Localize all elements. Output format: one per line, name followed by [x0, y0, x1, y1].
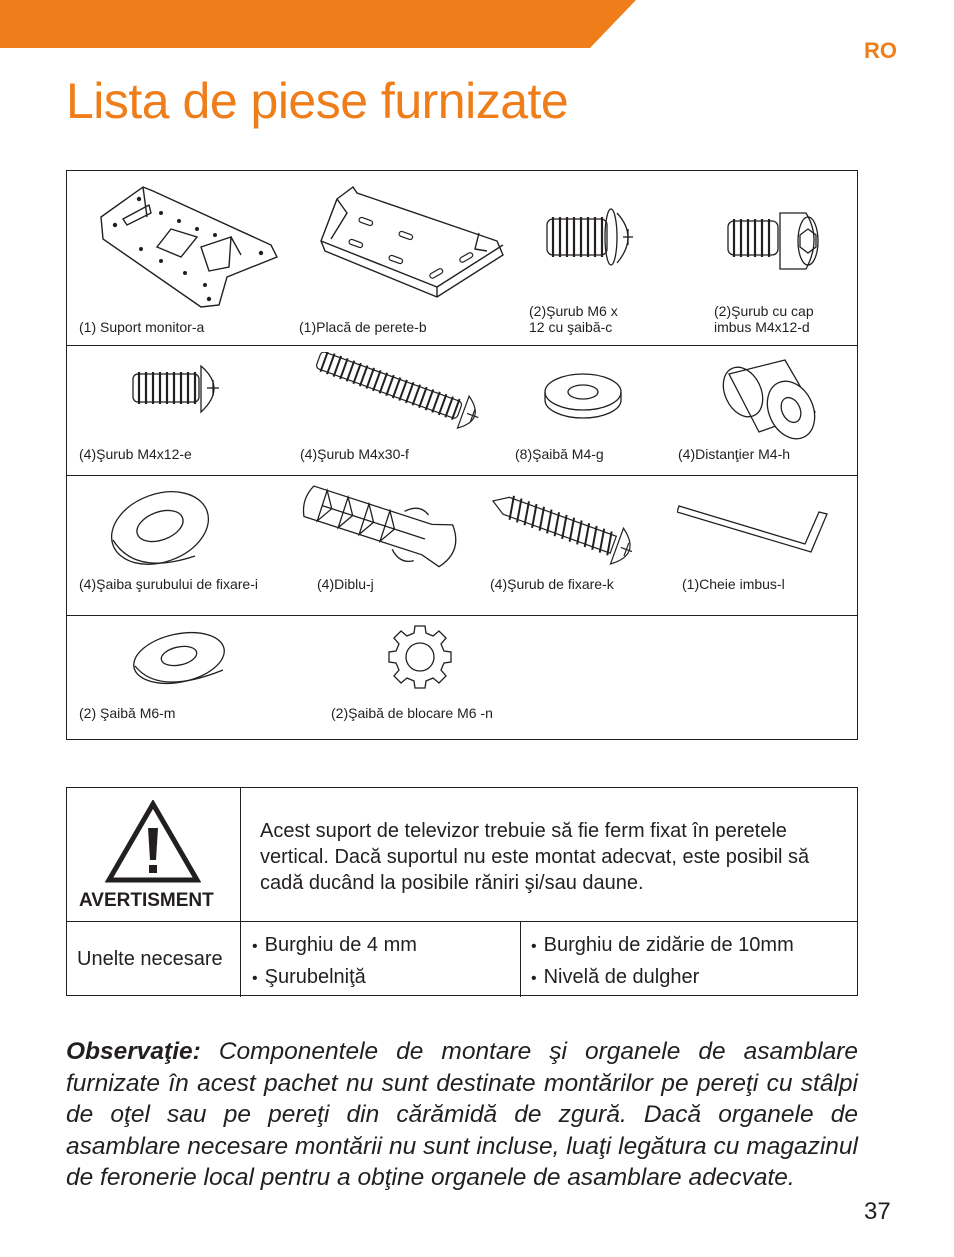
warning-table: [66, 787, 858, 996]
part-item: [67, 476, 297, 615]
part-label: (4)Şurub de fixare-k: [490, 576, 614, 592]
page-number: 37: [864, 1198, 891, 1225]
part-item: [677, 346, 859, 475]
spacer-icon: [719, 352, 829, 444]
tools-list: [252, 930, 417, 994]
warning-label: AVERTISMENT: [79, 890, 214, 911]
wall-anchor-icon: [299, 480, 471, 572]
lock-washer-icon: [387, 624, 453, 690]
part-label: (8)Şaibă M4-g: [515, 446, 604, 462]
allen-key-icon: [677, 500, 837, 556]
tools-list: [531, 930, 794, 994]
socket-cap-screw-icon: [724, 209, 824, 275]
tools-label: Unelte necesare: [77, 948, 223, 970]
note-text: Componentele de montare şi organele de asamblare furnizate în acest pachet nu sunt destinate montărilor pe pereţi cu stâlpi de oţel sau pe pereţi din cărămidă de zgură. Dacă organele de asamblare necesare montării nu sunt incluse, luaţi legătura cu magazinul de feronerie local pentru a obţine organele de asamblare adecvate.: [66, 1038, 858, 1191]
part-item: [512, 346, 677, 475]
warning-text: Acest suport de televizor trebuie să fie ferm fixat în peretele vertical. Dacă suportul nu este montat adecvat, este posibil să cadă ducând la posibile răniri şi/sau daune.: [260, 820, 810, 894]
part-label: (1)Cheie imbus-l: [682, 576, 785, 592]
lag-screw-icon: [484, 484, 656, 574]
tool-item: • Nivelă de dulgher: [531, 962, 794, 994]
wall-plate-icon: [307, 179, 507, 304]
note-lead: Observaţie:: [66, 1038, 201, 1065]
language-badge: RO: [864, 38, 897, 63]
header-band: [0, 0, 954, 48]
divider: [240, 788, 241, 997]
tool-item: • Burghiu de zidărie de 10mm: [531, 930, 794, 962]
part-label: (1) Suport monitor-a: [79, 319, 205, 335]
divider: [67, 921, 857, 922]
part-label: (4)Şaiba şurubului de fixare-i: [79, 576, 258, 592]
divider: [520, 921, 521, 997]
page-title: Lista de piese furnizate: [66, 73, 569, 129]
part-item: [297, 171, 527, 345]
parts-row: [67, 616, 857, 741]
part-label: (4)Diblu-j: [317, 576, 374, 592]
part-label: (4)Şurub M4x12-e: [79, 446, 192, 462]
parts-row: [67, 476, 857, 616]
monitor-bracket-icon: [81, 177, 281, 312]
part-item: [67, 616, 317, 741]
part-item: [677, 476, 859, 615]
part-label: (2)Şaibă de blocare M6 -n: [331, 705, 493, 721]
part-item: [67, 171, 297, 345]
tool-item: • Şurubelniţă: [252, 962, 417, 994]
parts-table: [66, 170, 858, 740]
note-paragraph: [66, 1036, 858, 1194]
part-item: [527, 171, 712, 345]
part-label: (2)Şurub M6 x 12 cu şaibă-c: [529, 303, 618, 335]
tool-item: • Burghiu de 4 mm: [252, 930, 417, 962]
washer-icon: [540, 368, 626, 424]
parts-row: [67, 346, 857, 476]
large-washer-icon: [105, 488, 215, 574]
washer-m6-icon: [129, 630, 229, 694]
part-item: [482, 476, 677, 615]
part-item: [712, 171, 859, 345]
warning-triangle-icon: [105, 800, 201, 884]
part-item: [297, 346, 512, 475]
part-item: [67, 346, 297, 475]
part-label: (4)Şurub M4x30-f: [300, 446, 409, 462]
part-label: (1)Placă de perete-b: [299, 319, 427, 335]
part-item: [317, 616, 567, 741]
parts-row: [67, 171, 857, 346]
long-screw-icon: [311, 352, 511, 432]
screw-washer-icon: [543, 207, 643, 277]
part-label: (4)Distanţier M4-h: [678, 446, 791, 462]
part-item: [297, 476, 482, 615]
part-label: (2)Şurub cu cap imbus M4x12-d: [714, 303, 814, 335]
part-label: (2) Şaibă M6-m: [79, 705, 176, 721]
short-screw-icon: [131, 362, 231, 424]
